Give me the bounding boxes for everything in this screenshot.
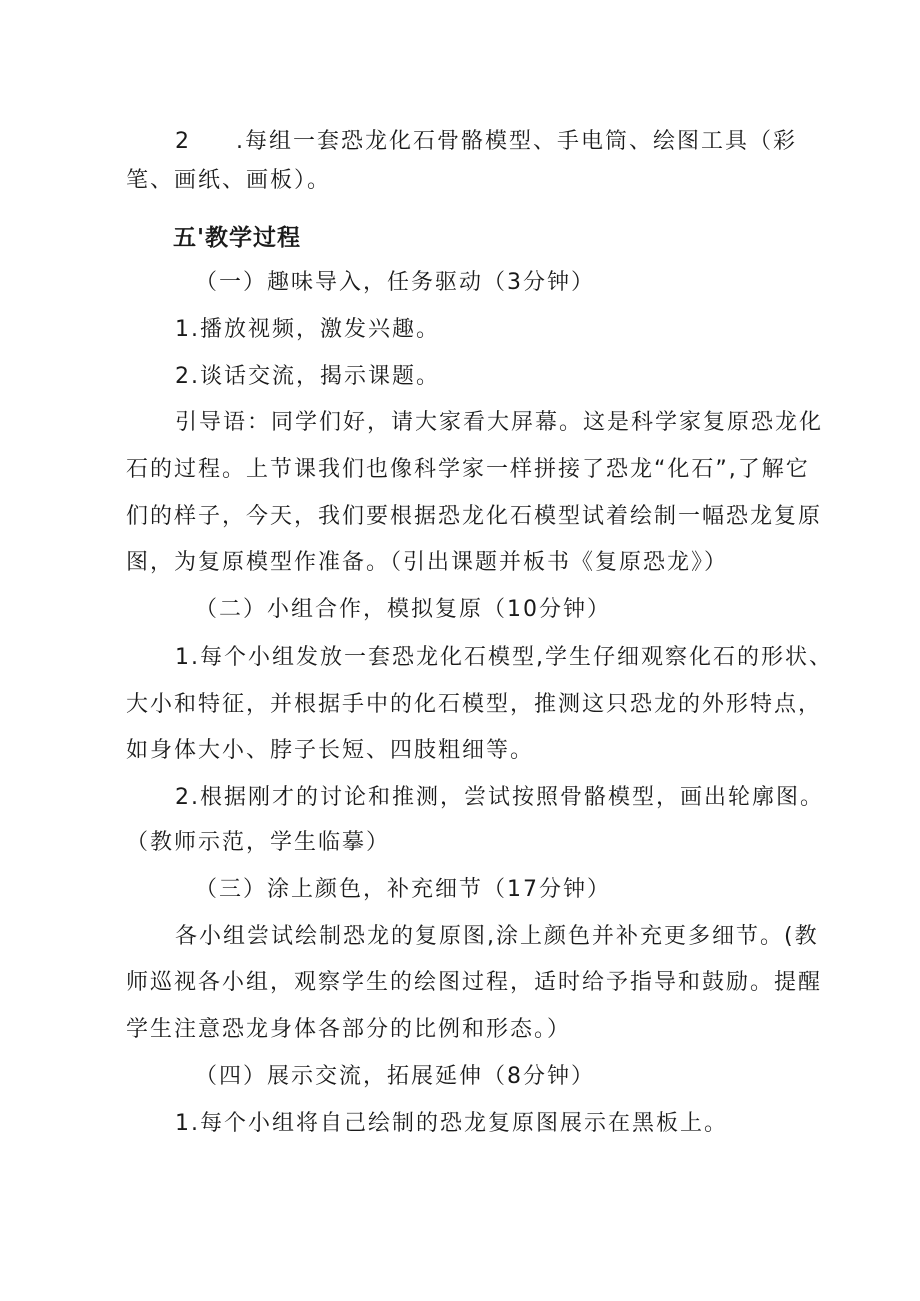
step-1-2: 2.谈话交流，揭示课题。 — [175, 364, 440, 389]
subsection-heading-2: （二）小组合作，模拟复原（10分钟） — [195, 597, 611, 622]
materials-item-2-line-2: 笔、画纸、画板）。 — [126, 168, 332, 193]
step-3-line-2: 师巡视各小组，观察学生的绘图过程，适时给予指导和鼓励。提醒 — [126, 970, 823, 995]
step-3-line-1: 各小组尝试绘制恐龙的复原图,涂上颜色并补充更多细节。(教 — [175, 924, 819, 949]
guide-paragraph-line-4: 图，为复原模型作准备。（引出课题并板书《复原恐龙》） — [126, 550, 729, 575]
subsection-heading-4: （四）展示交流，拓展延伸（8分钟） — [195, 1064, 595, 1089]
step-2-1-line-1: 1.每个小组发放一套恐龙化石模型,学生仔细观察化石的形状、 — [175, 645, 833, 670]
materials-item-2-line-1: 2 .每组一套恐龙化石骨骼模型、手电筒、绘图工具（彩 — [175, 129, 797, 154]
step-4-1: 1.每个小组将自己绘制的恐龙复原图展示在黑板上。 — [175, 1111, 728, 1136]
step-2-2-line-1: 2.根据刚才的讨论和推测，尝试按照骨骼模型，画出轮廓图。 — [175, 785, 824, 810]
guide-paragraph-line-2: 石的过程。上节课我们也像科学家一样拼接了恐龙“化石”,了解它 — [126, 457, 810, 482]
subsection-heading-3: （三）涂上颜色，补充细节（17分钟） — [195, 877, 611, 902]
subsection-heading-1: （一）趣味导入，任务驱动（3分钟） — [195, 270, 595, 295]
step-1-1: 1.播放视频，激发兴趣。 — [175, 317, 440, 342]
guide-paragraph-line-1: 引导语：同学们好，请大家看大屏幕。这是科学家复原恐龙化 — [175, 410, 824, 435]
section-heading-teaching-process: 五'教学过程 — [173, 225, 302, 251]
step-2-1-line-3: 如身体大小、脖子长短、四肢粗细等。 — [126, 738, 535, 763]
step-3-line-3: 学生注意恐龙身体各部分的比例和形态。） — [126, 1017, 572, 1042]
step-2-2-line-2: （教师示范，学生临摹） — [126, 830, 391, 855]
step-2-1-line-2: 大小和特征，并根据手中的化石模型，推测这只恐龙的外形特点， — [126, 692, 823, 717]
guide-paragraph-line-3: 们的样子，今天，我们要根据恐龙化石模型试着绘制一幅恐龙复原 — [126, 504, 823, 529]
